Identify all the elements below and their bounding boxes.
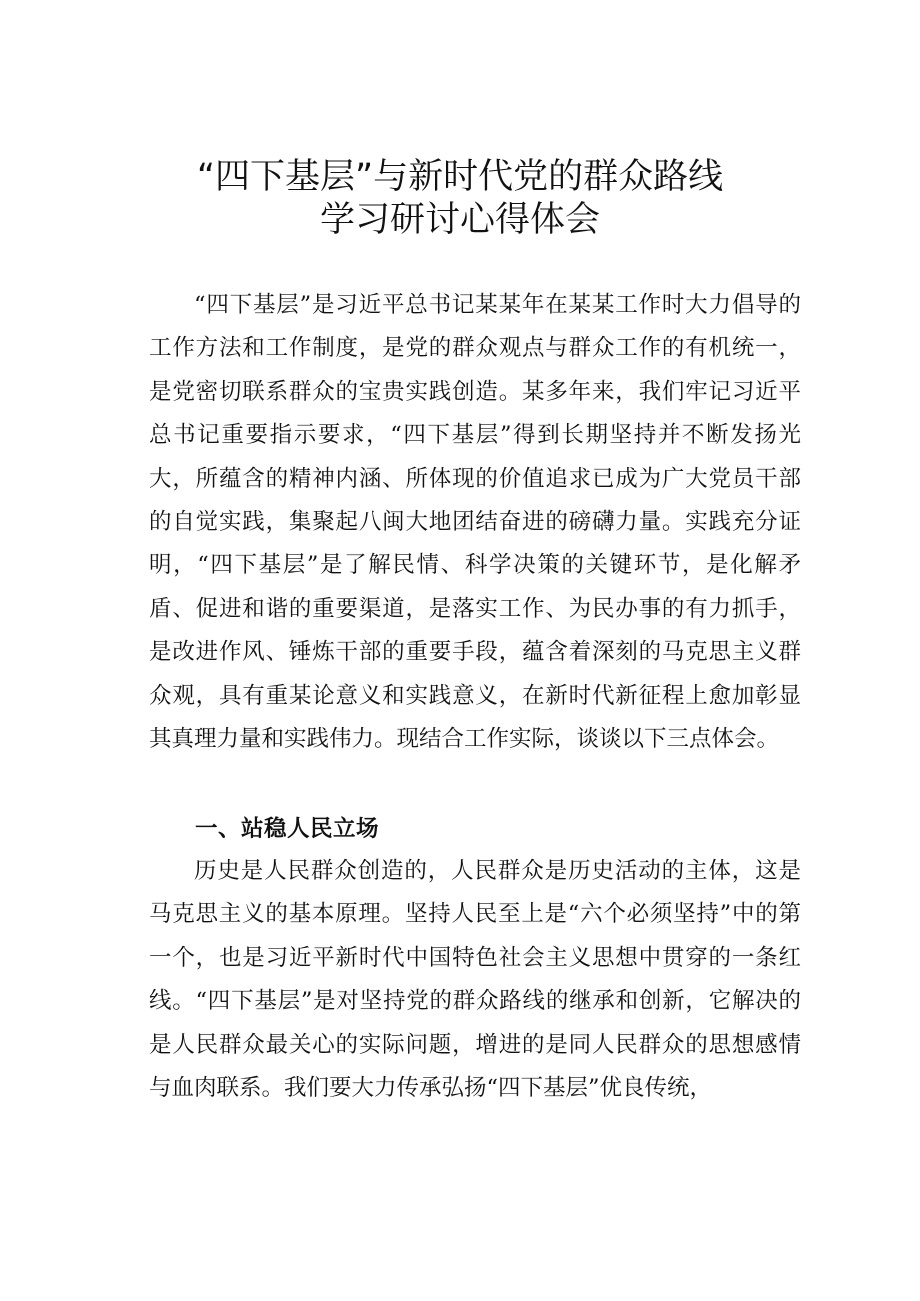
document-title-line-1: “四下基层”与新时代党的群众路线 bbox=[196, 157, 724, 197]
section-1-paragraph: 历史是人民群众创造的，人民群众是历史活动的主体，这是马克思主义的基本原理。坚持人民至上是“六个必须坚持”中的第一个，也是习近平新时代中国特色社会主义思想中贯穿的一条红线。“四下基层”是对坚持党的群众路线的继承和创新，它解决的是人民群众最关心的实际问题，增进的是同人民群众的思想感情与血肉联系。我们要大力传承弘扬“四下基层”优良传统， bbox=[149, 858, 801, 1102]
intro-paragraph: “四下基层”是习近平总书记某某年在某某工作时大力倡导的工作方法和工作制度，是党的群众观点与群众工作的有机统一，是党密切联系群众的宝贵实践创造。某多年来，我们牢记习近平总书记重要指示要求，“四下基层”得到长期坚持并不断发扬光大，所蕴含的精神内涵、所体现的价值追求已成为广大党员干部的自觉实践，集聚起八闽大地团结奋进的磅礴力量。实践充分证明，“四下基层”是了解民情、科学决策的关键环节，是化解矛盾、促进和谐的重要渠道，是落实工作、为民办事的有力抓手，是改进作风、锤炼干部的重要手段，蕴含着深刻的马克思主义群众观，具有重某论意义和实践意义，在新时代新征程上愈加彰显其真理力量和实践伟力。现结合工作实际，谈谈以下三点体会。 bbox=[149, 292, 801, 753]
section-1-heading: 一、站稳人民立场 bbox=[195, 816, 380, 842]
document-title-line-2: 学习研讨心得体会 bbox=[319, 200, 600, 240]
